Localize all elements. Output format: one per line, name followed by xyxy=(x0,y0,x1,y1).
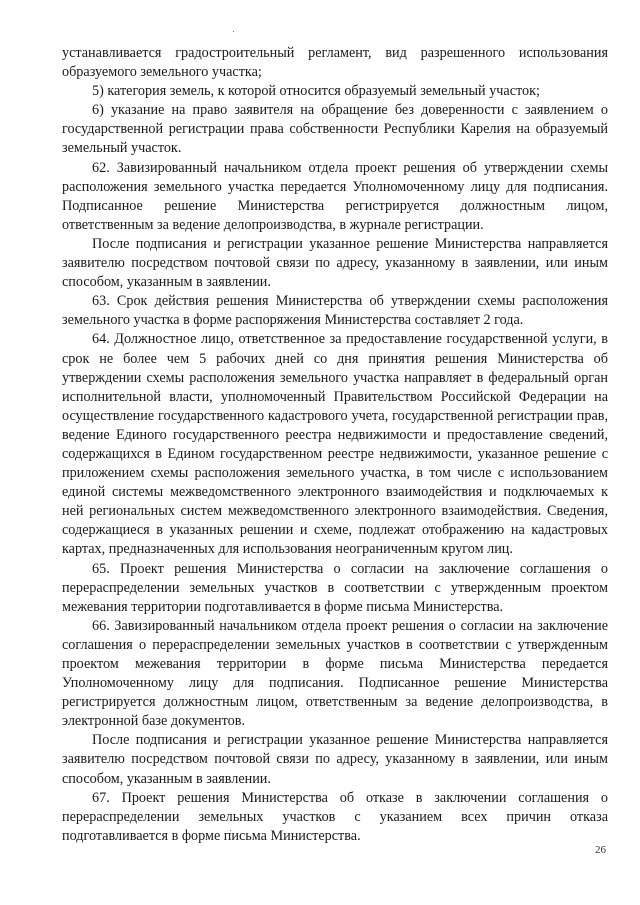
scan-speck xyxy=(233,31,234,32)
paragraph: 62. Завизированный начальником отдела проект решения об утверждении схемы расположения земельного участка передается Уполномоченному лицу для подписания. Подписанное решение Министерства регистрируется должностным лицом, ответственным за ведение делопроизводства, в журнале регистрации. xyxy=(62,159,608,233)
paragraph: 6) указание на право заявителя на обращение без доверенности с заявлением о государственной регистрации права собственности Республики Карелия на образуемый земельный участок. xyxy=(62,102,608,157)
body-text xyxy=(62,44,608,846)
paragraph: После подписания и регистрации указанное решение Министерства направляется заявителю посредством почтовой связи по адресу, указанному в заявлении, или иным способом, указанным в заявлении. xyxy=(62,732,608,787)
page-number: 26 xyxy=(595,844,606,856)
paragraph: устанавливается градостроительный регламент, вид разрешенного использования образуемого земельного участка; xyxy=(62,45,608,81)
paragraph: После подписания и регистрации указанное решение Министерства направляется заявителю посредством почтовой связи по адресу, указанному в заявлении, или иным способом, указанным в заявлении. xyxy=(62,235,608,291)
paragraph: 64. Должностное лицо, ответственное за предоставление государственной услуги, в срок не более чем 5 рабочих дней со дня принятия решения Министерства об утверждении схемы расположения земельного участка направляет в федеральный орган исполнительной власти, уполномоченный Правительством Российской Федерации на осуществление государственного кадастрового учета, государственной регистрации прав, ведение Единого государственного реестра недвижимости и предоставление сведений, содержащихся в Едином государственном реестре недвижимости, указанное решение с приложением схемы расположения земельного участка, в том числе с использованием единой системы межведомственного электронного взаимодействия и подключаемых к ней региональных систем межведомственного электронного взаимодействия. Сведения, содержащиеся в указанных решении и схеме, подлежат отображению на кадастровых картах, предназначенных для использования неограниченным кругом лиц. xyxy=(62,331,608,558)
paragraph: 63. Срок действия решения Министерства об утверждении схемы расположения земельного участка в форме распоряжения Министерства составляет 2 года. xyxy=(62,293,608,329)
paragraph: 65. Проект решения Министерства о согласии на заключение соглашения о перераспределении земельных участков в соответствии с утвержденным проектом межевания территории подготавливается в форме письма Министерства. xyxy=(62,560,608,615)
paragraph: 5) категория земель, к которой относится образуемый земельный участок; xyxy=(92,83,540,100)
paragraph: 66. Завизированный начальником отдела проект решения о согласии на заключение соглашения о перераспределении земельных участков в соответствии с утвержденным проектом межевания территории в форме письма Министерства передается Уполномоченному лицу для подписания. Подписанное решение Министерства регистрируется должностным лицом, ответственным за ведение делопроизводства, в электронной базе документов. xyxy=(62,617,608,730)
paragraph: 67. Проект решения Министерства об отказе в заключении соглашения о перераспределении земельных участков с указанием всех причин отказа подготавливается в форме письма Министерства. xyxy=(62,789,608,844)
